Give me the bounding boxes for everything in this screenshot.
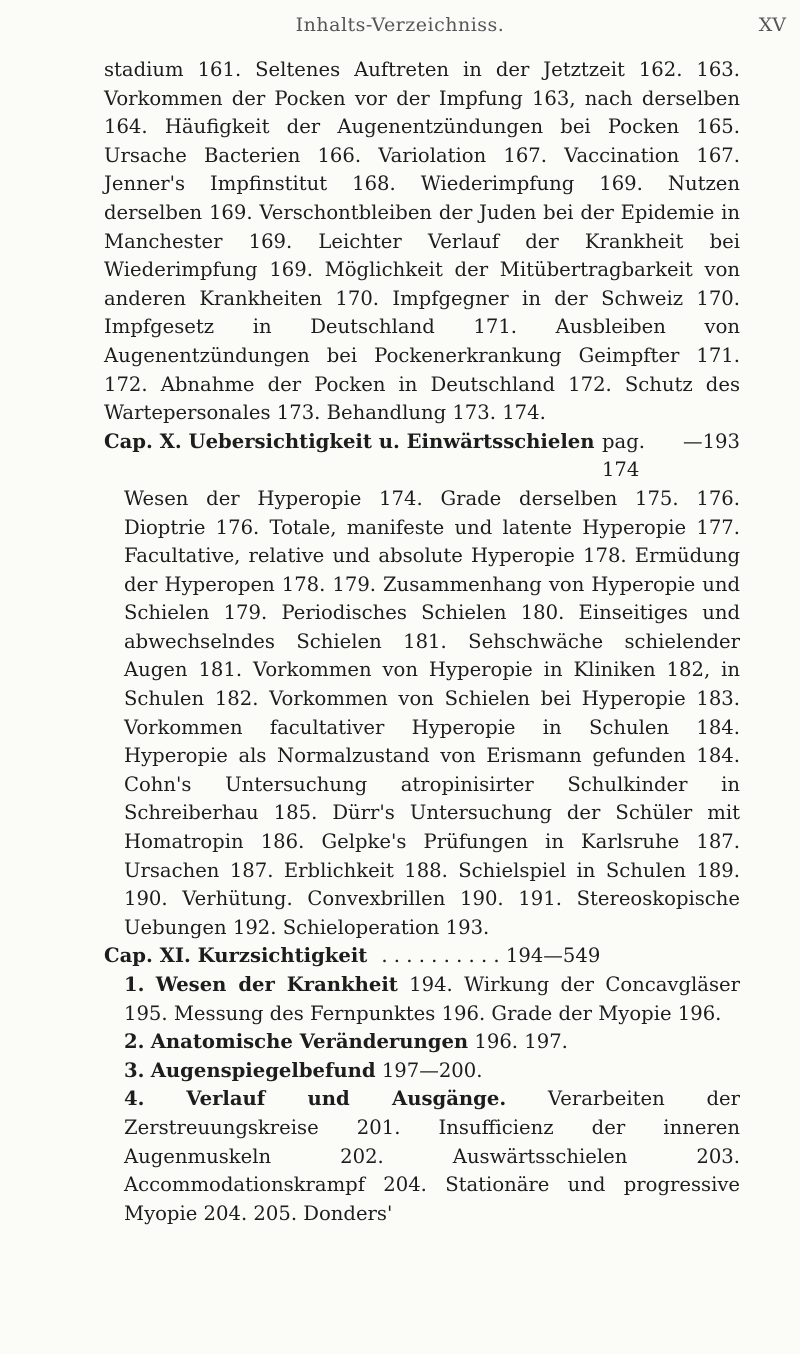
chapter-x (104, 428, 740, 943)
chapter-x-heading (104, 428, 740, 485)
section-1-title: Wesen der Krankheit (155, 973, 398, 996)
section-3-number: 3. (124, 1058, 145, 1082)
chapter-xi-title: Cap. XI. Kurzsichtigkeit (104, 944, 368, 968)
chapter-x-leader: pag. 174 (601, 429, 645, 482)
section-4-text: Verarbeiten der Zerstreuungskreise 201. Insufficienz der inneren Augenmuskeln 202. Auswärtsschielen 203. Accommodationskrampf 204. Stationäre und progressive Myopie 204. 205. Donders' (124, 1087, 740, 1225)
section-1 (124, 971, 740, 1028)
section-3-title: Augenspiegelbefund (150, 1058, 376, 1082)
chapter-x-title: Cap. X. Uebersichtigkeit u. Einwärtsschielen (104, 429, 595, 453)
section-2-text: 196. 197. (474, 1030, 568, 1054)
running-header (0, 14, 800, 42)
chapter-xi-range: —549 (543, 944, 601, 968)
chapter-xi-heading (104, 942, 740, 971)
section-4-title: Verlauf und Ausgänge. (186, 1087, 507, 1111)
header-page-number: XV (758, 14, 786, 36)
header-title: Inhalts-Verzeichniss. (295, 14, 505, 36)
section-1-number: 1. (124, 973, 145, 996)
chapter-xi-sections (104, 971, 740, 1228)
section-4-number: 4. (124, 1087, 145, 1111)
chapter-x-range: —193 (683, 429, 740, 453)
section-3-text: 197—200. (381, 1058, 483, 1082)
chapter-xi-leader: . . . . . . . . . . 194 (381, 944, 544, 968)
chapter-x-text: Wesen der Hyperopie 174. Grade derselben 175. 176. Dioptrie 176. Totale, manifeste und latente Hyperopie 177. Facultative, relative und absolute Hyperopie 178. Ermüdung der Hyperopen 178. 179. Zusammenhang von Hyperopie und Schielen 179. Periodisches Schielen 180. Einseitiges und abwechselndes Schielen 181. Sehschwäche schielender Augen 181. Vorkommen von Hyperopie in Kliniken 182, in Schulen 182. Vorkommen von Schielen bei Hyperopie 183. Vorkommen facultativer Hyperopie in Schulen 184. Hyperopie als Normalzustand von Erismann gefunden 184. Cohn's Untersuchung atropinisirter Schulkinder in Schreiberhau 185. Dürr's Untersuchung der Schüler mit Homatropin 186. Gelpke's Prüfungen in Karlsruhe 187. Ursachen 187. Erblichkeit 188. Schielspiel in Schulen 189. 190. Verhütung. Convexbrillen 190. 191. Stereoskopische Uebungen 192. Schieloperation 193. (124, 486, 740, 939)
section-4 (124, 1085, 740, 1228)
intro-paragraph: stadium 161. Seltenes Auftreten in der Jetztzeit 162. 163. Vorkommen der Pocken vor der Impfung 163, nach derselben 164. Häufigkeit der Augenentzündungen bei Pocken 165. Ursache Bacterien 166. Variolation 167. Vaccination 167. Jenner's Impfinstitut 168. Wiederimpfung 169. Nutzen derselben 169. Verschontbleiben der Juden bei der Epidemie in Manchester 169. Leichter Verlauf der Krankheit bei Wiederimpfung 169. Möglichkeit der Mitübertragbarkeit von anderen Krankheiten 170. Impfgegner in der Schweiz 170. Impfgesetz in Deutschland 171. Ausbleiben von Augenentzündungen bei Pockenerkrankung Geimpfter 171. 172. Abnahme der Pocken in Deutschland 172. Schutz des Wartepersonales 173. Behandlung 173. 174. (104, 58, 740, 425)
section-1-text: 194. Wirkung der Concavgläser 195. Messung des Fernpunktes 196. Grade der Myopie 196. (124, 973, 740, 1025)
toc-body (104, 56, 740, 1228)
section-3 (124, 1057, 740, 1086)
section-2-number: 2. (124, 1030, 145, 1054)
section-2 (124, 1028, 740, 1057)
section-2-title: Anatomische Veränderungen (150, 1030, 469, 1054)
chapter-xi (104, 942, 740, 971)
